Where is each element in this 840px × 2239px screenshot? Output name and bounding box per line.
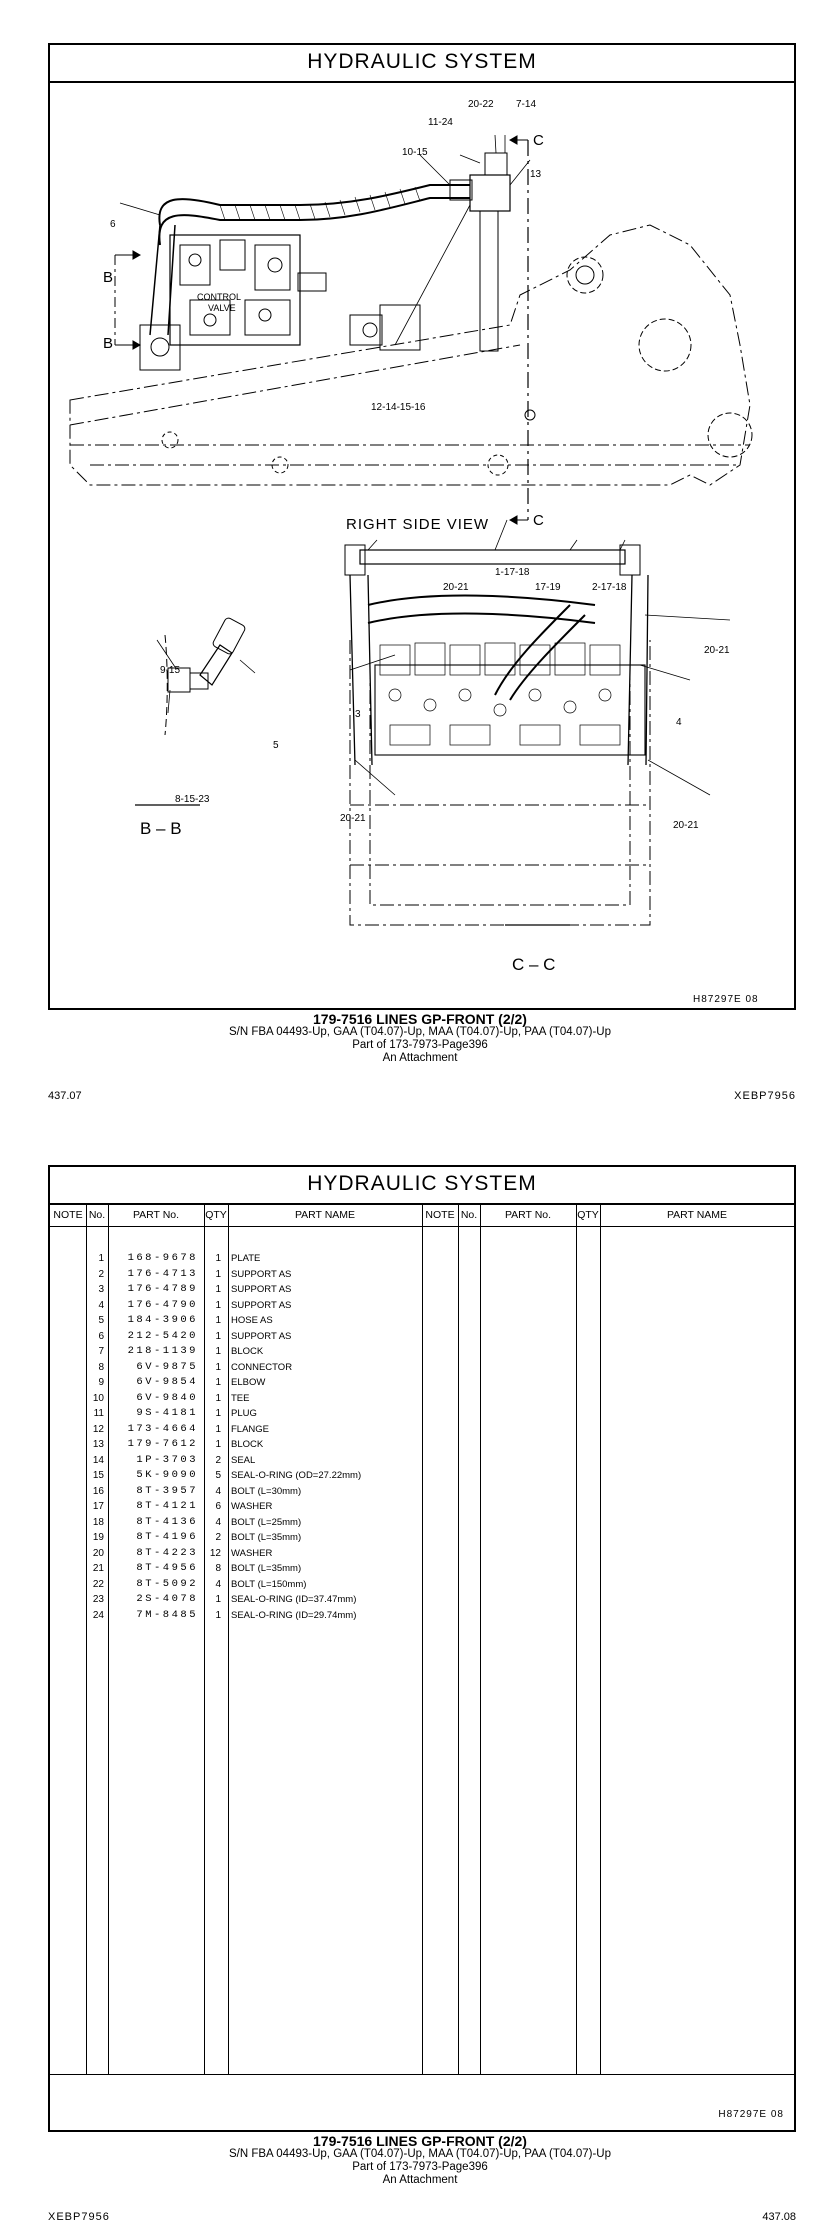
part-qty: 1 [215,1377,221,1388]
part-index: 4 [98,1299,104,1311]
right-side-view-label: RIGHT SIDE VIEW [346,516,490,533]
part-name: BOLT (L=35mm) [231,1532,302,1543]
callout-5: 5 [273,740,279,751]
caption-part-of: Part of 173-7973-Page396 [352,2161,488,2173]
page-title: HYDRAULIC SYSTEM [307,1172,537,1195]
part-qty: 1 [215,1315,221,1326]
col-part-name-2: PART NAME [666,1209,728,1221]
caption-serial-numbers: S/N FBA 04493-Up, GAA (T04.07)-Up, MAA (T04.07)-Up, PAA (T04.07)-Up [229,2148,611,2160]
part-number: 8T-4121 [136,1500,198,1512]
part-number: 176-4789 [127,1283,198,1295]
control-valve-label: CONTROL [197,292,242,302]
part-number: 2S-4078 [136,1593,198,1605]
part-index: 8 [98,1361,104,1373]
part-number: 176-4713 [127,1267,198,1280]
part-name: SEAL-O-RING (ID=37.47mm) [231,1594,357,1605]
section-bb-label: B – B [140,819,182,838]
section-b-marker-bottom: B [103,335,114,352]
part-name: ELBOW [231,1377,266,1388]
col-no-2: No. [460,1209,478,1221]
callout-20-21-top: 20-21 [443,582,469,593]
part-index: 9 [98,1377,104,1388]
part-qty: 4 [215,1485,221,1497]
parts-list-frame [48,1165,796,2132]
part-index: 12 [92,1423,104,1435]
part-index: 1 [98,1253,104,1264]
part-name: BOLT (L=30mm) [231,1485,302,1497]
part-index: 13 [92,1439,104,1450]
part-number: 184-3906 [127,1314,198,1326]
part-number: 168-9678 [127,1252,198,1264]
part-qty: 1 [215,1268,221,1280]
part-number: 8T-4223 [136,1546,198,1559]
callout-3: 3 [355,709,361,720]
section-c-marker-top: C [533,132,544,149]
callout-20-21-right: 20-21 [704,645,730,656]
part-index: 10 [92,1392,104,1404]
part-number: 1P-3703 [136,1453,198,1466]
part-index: 14 [92,1454,104,1466]
callout-2-17-18: 2-17-18 [592,582,627,593]
part-index: 15 [92,1470,104,1481]
col-note-2: NOTE [425,1209,455,1221]
part-index: 7 [98,1346,104,1357]
part-number: 6V-9854 [136,1376,198,1388]
callout-4: 4 [676,717,682,728]
part-qty: 1 [215,1346,221,1357]
part-index: 3 [98,1284,104,1295]
part-qty: 1 [215,1408,221,1419]
part-name: SEAL-O-RING (ID=29.74mm) [231,1609,357,1621]
section-c-marker-bottom: C [533,512,544,529]
caption-attachment: An Attachment [382,1052,458,1064]
part-number: 9S-4181 [136,1407,198,1419]
col-divider [480,1205,481,2075]
part-number: 5K-9090 [136,1469,198,1481]
callout-10-15: 10-15 [402,147,428,158]
part-number: 6V-9875 [136,1360,198,1373]
part-index: 24 [92,1609,104,1621]
part-name: SEAL-O-RING (OD=27.22mm) [231,1470,362,1481]
part-qty: 12 [209,1547,221,1559]
part-qty: 1 [215,1361,221,1373]
part-index: 22 [92,1578,104,1590]
part-index: 21 [92,1563,104,1574]
part-qty: 6 [215,1501,221,1512]
col-part-name: PART NAME [294,1209,356,1221]
right-side-view-drawing [70,135,752,524]
part-name: FLANGE [231,1423,270,1435]
callout-20-22: 20-22 [468,99,494,110]
part-name: WASHER [231,1501,273,1512]
part-qty: 1 [215,1423,221,1435]
caption-attachment: An Attachment [382,2174,458,2186]
callout-11-24: 11-24 [428,117,453,128]
illustration-frame [48,43,796,1010]
table-footer-divider [50,2074,794,2075]
part-number: 8T-5092 [136,1577,198,1590]
col-divider [422,1205,423,2075]
callout-20-21-lower-right: 20-21 [673,820,699,831]
part-index: 5 [98,1315,104,1326]
part-number: 218-1139 [127,1345,198,1357]
callout-13: 13 [530,169,542,180]
part-qty: 1 [215,1299,221,1311]
part-qty: 1 [215,1284,221,1295]
section-b-marker-top: B [103,269,114,286]
part-index: 23 [92,1594,104,1605]
part-index: 2 [98,1268,104,1280]
part-name: WASHER [231,1547,273,1559]
illustration-code: H87297E 08 [693,994,759,1005]
section-cc-label: C – C [512,955,556,974]
callout-6: 6 [110,219,116,230]
caption-title: 179-7516 LINES GP-FRONT (2/2) [313,1011,527,1027]
part-number: 8T-4956 [136,1562,198,1574]
col-divider [86,1205,87,2075]
part-number: 176-4790 [127,1298,198,1311]
caption-part-of: Part of 173-7973-Page396 [352,1039,488,1051]
part-name: BLOCK [231,1439,264,1450]
callout-12-14-15-16: 12-14-15-16 [371,402,426,413]
part-number: 173-4664 [127,1422,198,1435]
part-qty: 2 [215,1454,221,1466]
part-qty: 8 [215,1563,221,1574]
part-qty: 1 [215,1439,221,1450]
page-number: 437.08 [762,2211,796,2223]
callout-17-19: 17-19 [535,582,561,593]
col-part-no: PART No. [132,1209,180,1221]
caption-title: 179-7516 LINES GP-FRONT (2/2) [313,2133,527,2149]
part-name: PLUG [231,1408,257,1419]
part-qty: 4 [215,1578,221,1590]
col-no: No. [88,1209,106,1221]
part-name: SUPPORT AS [231,1268,292,1280]
part-qty: 1 [215,1330,221,1342]
part-index: 19 [92,1532,104,1543]
callout-7-14: 7-14 [516,99,537,110]
caption-serial-numbers: S/N FBA 04493-Up, GAA (T04.07)-Up, MAA (T04.07)-Up, PAA (T04.07)-Up [229,1026,611,1038]
part-name: BOLT (L=25mm) [231,1516,302,1528]
part-index: 16 [92,1485,104,1497]
part-qty: 1 [215,1594,221,1605]
col-divider [228,1205,229,2075]
part-qty: 1 [215,1609,221,1621]
callout-1-17-18: 1-17-18 [495,567,530,578]
part-name: BOLT (L=150mm) [231,1578,307,1590]
section-bb-drawing [135,617,255,805]
document-number: XEBP7956 [48,2211,110,2223]
caption-block-1 [0,1013,840,1065]
part-number: 6V-9840 [136,1391,198,1404]
illustration-code: H87297E 08 [718,2109,784,2120]
part-number: 8T-3957 [136,1484,198,1497]
part-name: SUPPORT AS [231,1330,292,1342]
part-qty: 2 [215,1532,221,1543]
part-index: 17 [92,1501,104,1512]
part-number: 8T-4136 [136,1515,198,1528]
part-name: HOSE AS [231,1315,273,1326]
col-divider [108,1205,109,2075]
part-number: 7M-8485 [136,1608,198,1621]
col-divider [458,1205,459,2075]
part-name: SUPPORT AS [231,1299,292,1311]
part-name: SEAL [231,1454,256,1466]
callout-8-15-23: 8-15-23 [175,794,210,805]
hydraulic-diagram [50,45,794,1008]
part-name: BOLT (L=35mm) [231,1563,302,1574]
part-qty: 1 [215,1392,221,1404]
callout-9-15: 9-15 [160,665,181,676]
part-index: 11 [93,1408,104,1419]
part-name: PLATE [231,1253,261,1264]
part-number: 179-7612 [127,1438,198,1450]
page-title: HYDRAULIC SYSTEM [307,50,537,73]
document-number: XEBP7956 [734,1090,796,1102]
part-name: BLOCK [231,1346,264,1357]
part-number: 8T-4196 [136,1531,198,1543]
part-name: TEE [231,1392,250,1404]
control-valve-label-2: VALVE [208,303,236,313]
caption-block-2 [0,2135,840,2187]
col-part-no-2: PART No. [504,1209,552,1221]
part-name: SUPPORT AS [231,1284,292,1295]
col-divider [600,1205,601,2075]
part-qty: 5 [215,1470,221,1481]
col-qty: QTY [205,1209,227,1221]
part-qty: 1 [215,1253,221,1264]
part-index: 6 [98,1330,104,1342]
part-index: 18 [92,1516,104,1528]
part-name: CONNECTOR [231,1361,293,1373]
part-number: 212-5420 [127,1329,198,1342]
col-note: NOTE [53,1209,83,1221]
page-number: 437.07 [48,1090,82,1102]
part-qty: 4 [215,1516,221,1528]
part-index: 20 [92,1547,104,1559]
col-divider [576,1205,577,2075]
section-cc-drawing [345,520,730,925]
callout-20-21-lower-left: 20-21 [340,813,366,824]
col-qty-2: QTY [577,1209,599,1221]
